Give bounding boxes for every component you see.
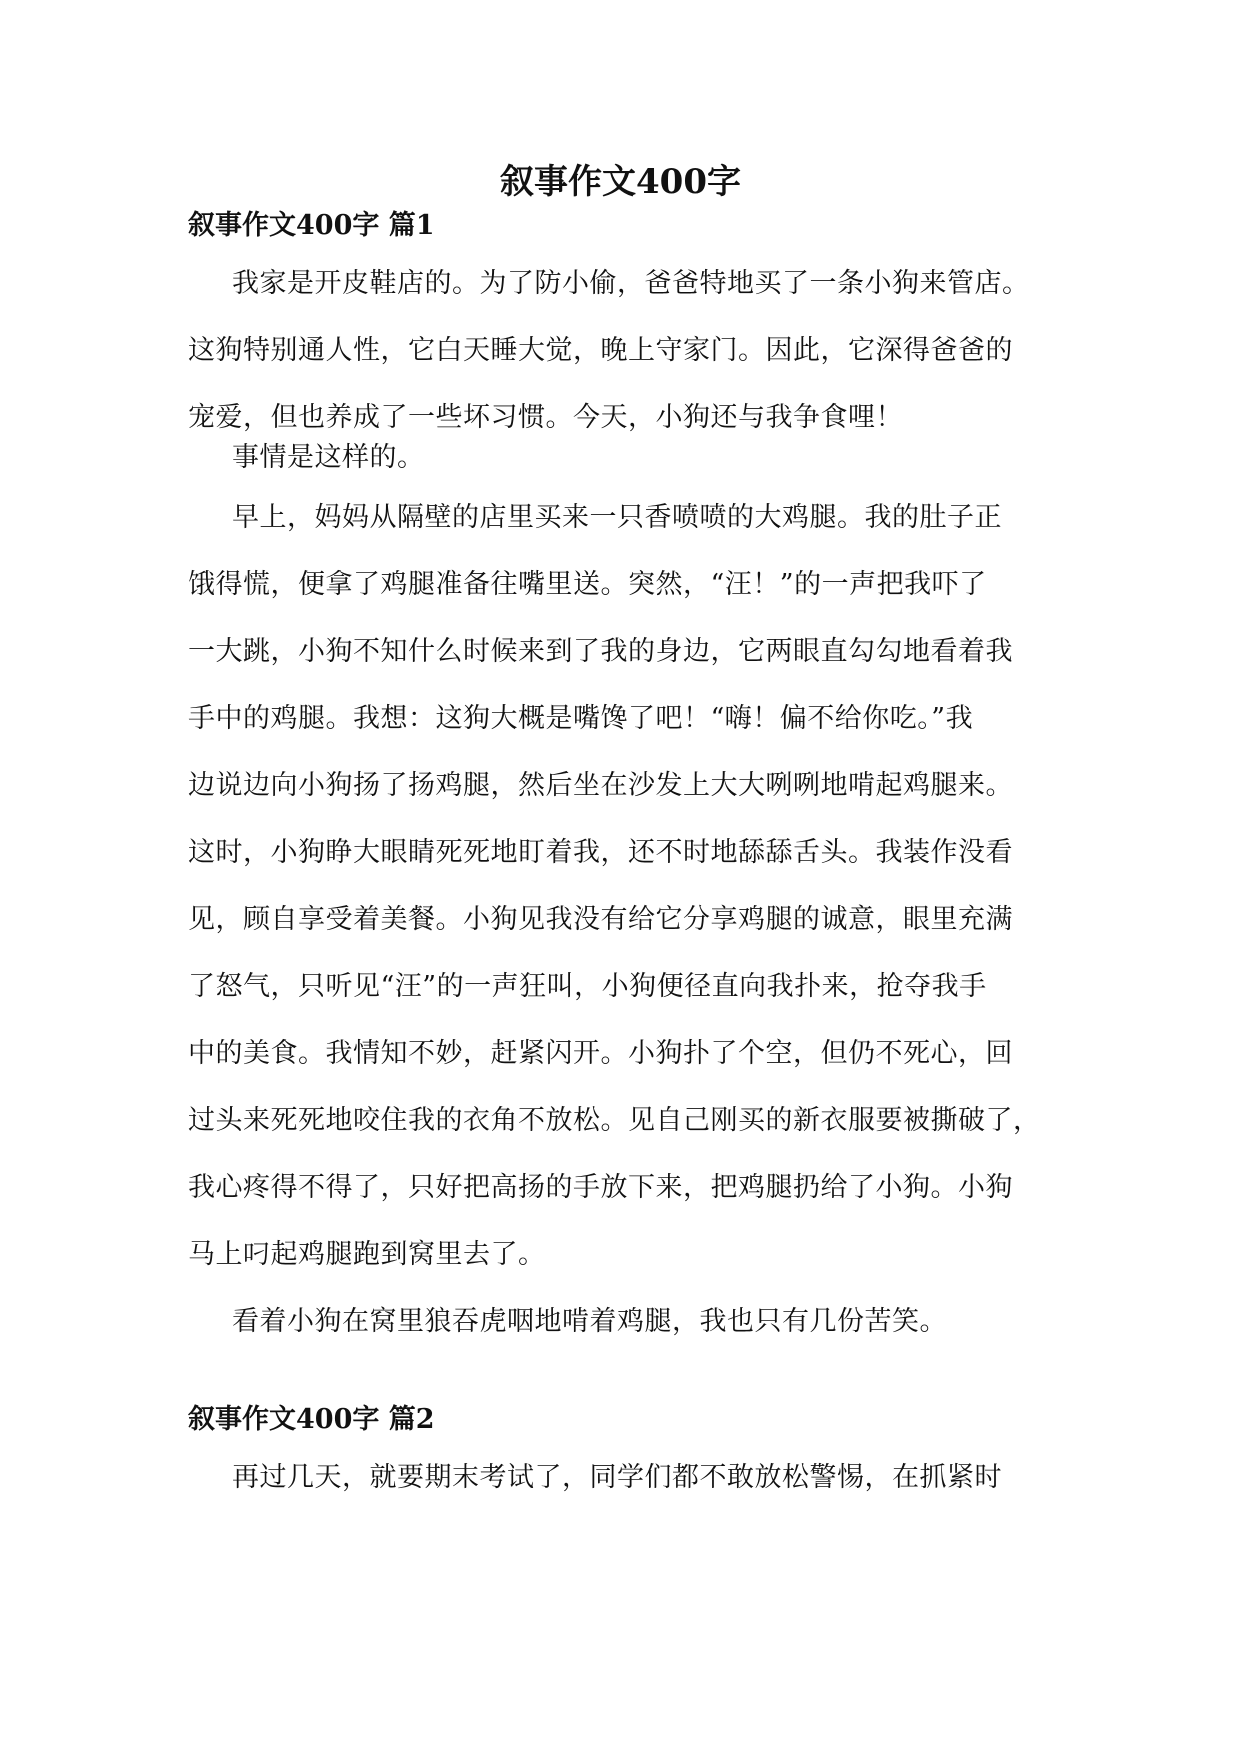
paragraph [188, 424, 1068, 491]
section-heading-1: 叙事作文400字 篇1 [188, 210, 435, 241]
paragraph-line: 再过几天，就要期末考试了，同学们都不敢放松警惕，在抓紧时 [232, 1462, 1002, 1493]
paragraph [188, 484, 1068, 1288]
paragraph-line: 饿得慌，便拿了鸡腿准备往嘴里送。突然，“汪！”的一声把我吓了 [188, 569, 987, 600]
paragraph [188, 1288, 1068, 1355]
paragraph [188, 250, 1068, 451]
paragraph-line: 宠爱，但也养成了一些坏习惯。今天，小狗还与我争食哩！ [188, 402, 903, 433]
paragraph-line: 看着小狗在窝里狼吞虎咽地啃着鸡腿，我也只有几份苦笑。 [232, 1306, 947, 1337]
paragraph-line: 了怒气，只听见“汪”的一声狂叫，小狗便径直向我扑来，抢夺我手 [188, 971, 987, 1002]
document-title: 叙事作文400字 [500, 162, 741, 202]
paragraph-line: 这时，小狗睁大眼睛死死地盯着我，还不时地舔舔舌头。我装作没看 [188, 837, 1013, 868]
paragraph-line: 这狗特别通人性，它白天睡大觉，晚上守家门。因此，它深得爸爸的 [188, 335, 1013, 366]
paragraph-line: 我家是开皮鞋店的。为了防小偷，爸爸特地买了一条小狗来管店。 [232, 268, 1030, 299]
paragraph-line: 我心疼得不得了，只好把高扬的手放下来，把鸡腿扔给了小狗。小狗 [188, 1172, 1013, 1203]
paragraph [188, 1444, 1068, 1511]
section-heading-2: 叙事作文400字 篇2 [188, 1404, 435, 1435]
paragraph-line: 中的美食。我情知不妙，赶紧闪开。小狗扑了个空，但仍不死心，回 [188, 1038, 1013, 1069]
paragraph-line: 一大跳，小狗不知什么时候来到了我的身边，它两眼直勾勾地看着我 [188, 636, 1013, 667]
paragraph-line: 马上叼起鸡腿跑到窝里去了。 [188, 1239, 546, 1270]
paragraph-line: 事情是这样的。 [232, 442, 425, 473]
paragraph-line: 边说边向小狗扬了扬鸡腿，然后坐在沙发上大大咧咧地啃起鸡腿来。 [188, 770, 1013, 801]
paragraph-line: 见，顾自享受着美餐。小狗见我没有给它分享鸡腿的诚意，眼里充满 [188, 904, 1013, 935]
paragraph-line: 手中的鸡腿。我想：这狗大概是嘴馋了吧！“嗨！偏不给你吃。”我 [188, 703, 974, 734]
paragraph-line: 早上，妈妈从隔壁的店里买来一只香喷喷的大鸡腿。我的肚子正 [232, 502, 1002, 533]
paragraph-line: 过头来死死地咬住我的衣角不放松。见自己刚买的新衣服要被撕破了， [188, 1105, 1041, 1136]
